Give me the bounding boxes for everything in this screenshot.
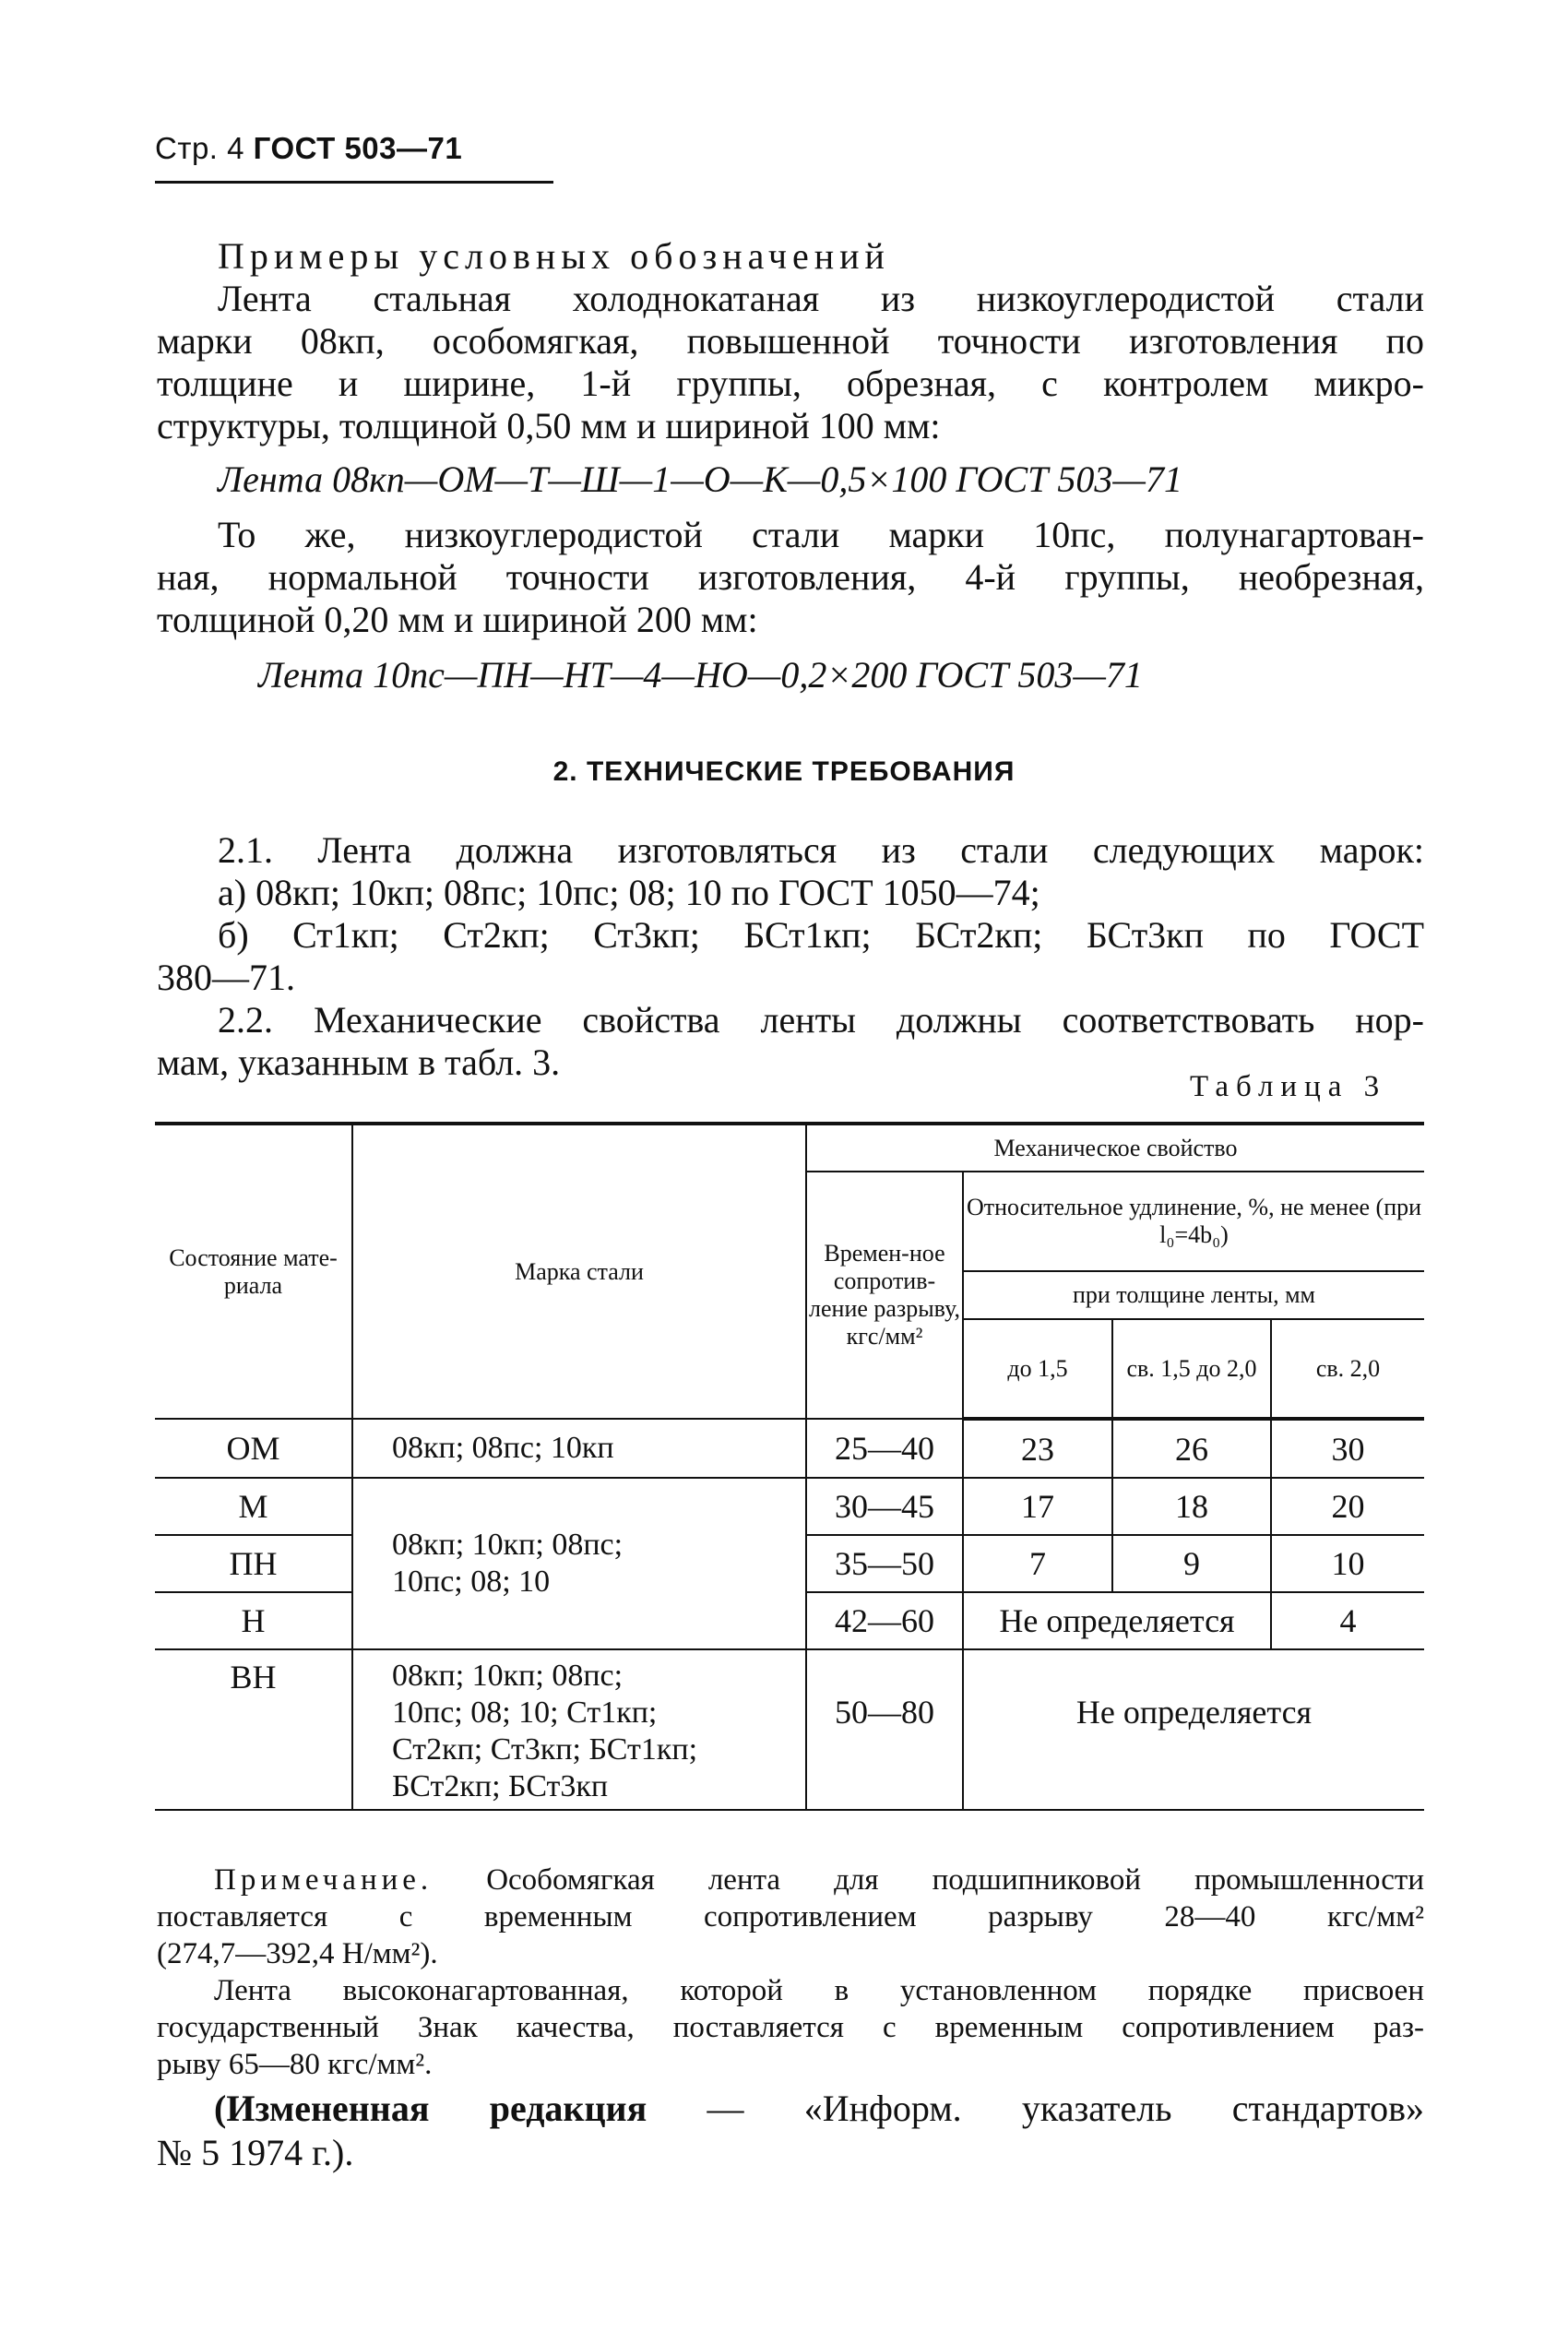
header-thick-col-2: св. 1,5 до 2,0 [1112,1319,1271,1419]
cell-elong-1: 17 [963,1478,1112,1535]
note-1-line-3: (274,7—392,4 Н/мм²). [157,1937,438,1970]
cell-elong-1: 23 [963,1419,1112,1478]
clause-2-1-line-4: 380—71. [157,957,295,998]
clause-2-1-line-2: а) 08кп; 10кп; 08пс; 10пс; 08; 10 по ГОСТ 1050—74; [218,872,1040,913]
header-elongation: Относительное удлинение, %, не менее (при l₀=4b₀) [963,1172,1424,1271]
table-row [155,1649,1424,1810]
cell-state: Н [155,1592,352,1649]
cell-elong-3: 30 [1271,1419,1424,1478]
cell-tensile: 35—50 [806,1535,963,1592]
page-number: Стр. 4 [155,131,244,165]
header-state: Состояние мате-риала [155,1124,352,1419]
note-1-line-1: Примечание. Особомягкая лента для подшипниковой промышленности [214,1863,1424,1897]
grade-line: 10пс; 08; 10 [392,1565,551,1599]
example2-line-2: ная, нормальной точности изготовления, 4-й группы, необрезная, [157,556,1424,598]
cell-grade: 08кп; 08пс; 10кп [352,1419,806,1478]
header-grade: Марка стали [352,1124,806,1419]
cell-grade [352,1649,806,1810]
example1-line-2: марки 08кп, особомягкая, повышенной точности изготовления по [157,320,1424,362]
table-row [155,1419,1424,1478]
example1-line-3: толщине и ширине, 1-й группы, обрезная, с контролем микро- [157,363,1424,404]
mechanical-properties-table [155,1122,1424,1811]
cell-state: ВН [155,1649,352,1810]
cell-elong-3: 20 [1271,1478,1424,1535]
cell-tensile: 42—60 [806,1592,963,1649]
cell-elong-2: 18 [1112,1478,1271,1535]
cell-elong-1: 7 [963,1535,1112,1592]
amendment-emphasis: (Измененная редакция [214,2088,647,2129]
cell-state: ПН [155,1535,352,1592]
amendment-line-1: (Измененная редакция — «Информ. указатель стандартов» [214,2088,1424,2129]
clause-2-1-line-1: 2.1. Лента должна изготовляться из стали следующих марок: [218,829,1424,871]
header-mechanical: Механическое свойство [806,1124,1424,1172]
example1-line-1: Лента стальная холоднокатаная из низкоуглеродистой стали [218,278,1424,319]
cell-elong-3: 4 [1271,1592,1424,1649]
note-2-line-3: рыву 65—80 кгс/мм². [157,2048,433,2081]
grade-line: Ст2кп; Ст3кп; БСт1кп; [392,1732,698,1767]
cell-grade [352,1478,806,1649]
grade-line: 08кп; 10кп; 08пс; [392,1528,624,1562]
grade-line: 08кп; 10кп; 08пс; [392,1659,624,1693]
cell-elong-3: 10 [1271,1535,1424,1592]
clause-2-1-line-3: б) Ст1кп; Ст2кп; Ст3кп; БСт1кп; БСт2кп; БСт3кп по ГОСТ [218,914,1424,956]
grade-line: 10пс; 08; 10; Ст1кп; [392,1695,658,1730]
clause-2-2-line-2: мам, указанным в табл. 3. [157,1041,561,1083]
table-caption: Таблица 3 [1190,1070,1387,1103]
cell-elong-merged: Не определяется [963,1592,1271,1649]
cell-tensile: 30—45 [806,1478,963,1535]
example1-line-4: структуры, толщиной 0,50 мм и шириной 100 мм: [157,405,941,446]
header-thickness: при толщине ленты, мм [963,1271,1424,1319]
header-thick-col-1: до 1,5 [963,1319,1112,1419]
examples-title: Примеры условных обозначений [218,235,890,277]
cell-state: ОМ [155,1419,352,1478]
cell-state: М [155,1478,352,1535]
amendment-line-2: № 5 1974 г.). [157,2132,354,2173]
header-thick-col-3: св. 2,0 [1271,1319,1424,1419]
note-1-line-2: поставляется с временным сопротивлением разрыву 28—40 кгс/мм² [157,1900,1424,1933]
grade-line: БСт2кп; БСт3кп [392,1769,609,1803]
header-tensile: Времен-ное сопротив-ление разрыву, кгс/мм² [806,1172,963,1419]
clause-2-2-line-1: 2.2. Механические свойства ленты должны соответствовать нор- [218,999,1424,1041]
standard-number: ГОСТ 503—71 [253,131,463,165]
cell-elong-2: 9 [1112,1535,1271,1592]
cell-elong-merged: Не определяется [963,1649,1424,1810]
cell-elong-2: 26 [1112,1419,1271,1478]
page-header [155,131,462,166]
example2-line-1: То же, низкоуглеродистой стали марки 10пс, полунагартован- [218,514,1424,555]
note-label: Примечание. [214,1863,434,1897]
example2-line-3: толщиной 0,20 мм и шириной 200 мм: [157,599,758,640]
cell-tensile: 50—80 [806,1649,963,1810]
note-2-line-2: государственный Знак качества, поставляется с временным сопротивлением раз- [157,2011,1424,2044]
designation-formula-2: Лента 10пс—ПН—НТ—4—НО—0,2×200 ГОСТ 503—71 [258,654,1143,696]
designation-formula-1: Лента 08кп—ОМ—Т—Ш—1—О—К—0,5×100 ГОСТ 503—71 [218,458,1182,500]
note-2-line-1: Лента высоконагартованная, которой в установленном порядке присвоен [214,1974,1424,2007]
cell-tensile: 25—40 [806,1419,963,1478]
section-heading: 2. ТЕХНИЧЕСКИЕ ТРЕБОВАНИЯ [552,756,1016,787]
header-rule [155,181,553,184]
table-row [155,1478,1424,1535]
